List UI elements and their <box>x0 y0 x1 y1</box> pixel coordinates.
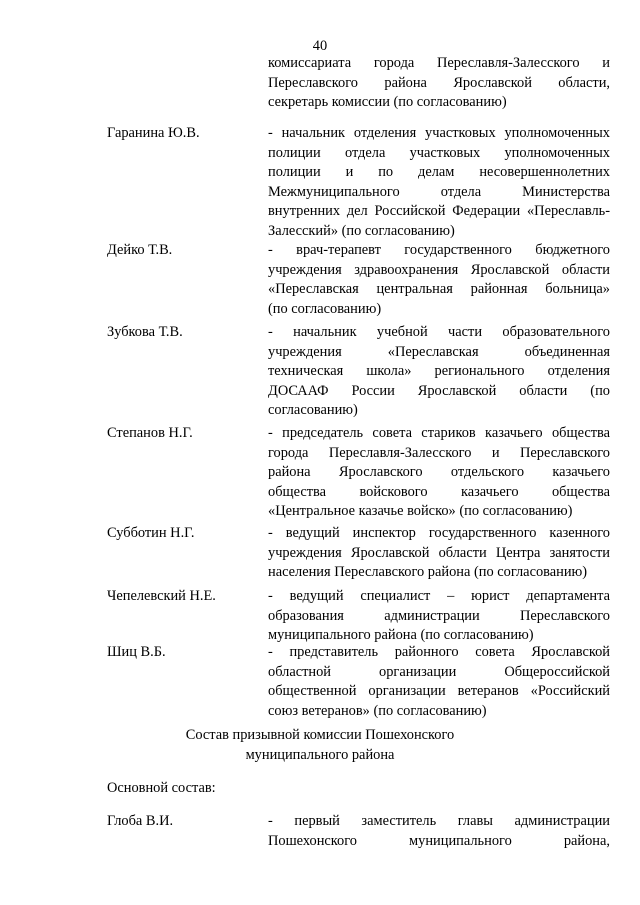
desc-line: - представитель районного совета Ярославской <box>268 644 610 660</box>
desc-line: - врач-терапевт государственного бюджетного <box>268 242 610 258</box>
section-title-line: Состав призывной комиссии Пошехонского <box>185 727 455 743</box>
member-description <box>268 812 610 851</box>
desc-line: секретарь комиссии (по согласованию) <box>268 94 507 110</box>
desc-line: «Центральное казачье войско» (по согласованию) <box>268 503 573 519</box>
member-description <box>268 424 610 522</box>
desc-line: комиссариата города Переславля-Залесского и <box>268 55 610 71</box>
desc-line: техническая школа» регионального отделения <box>268 363 610 379</box>
desc-line: согласованию) <box>268 402 358 418</box>
member-name: Чепелевский Н.Е. <box>107 588 216 604</box>
member-name: Глоба В.И. <box>107 813 174 829</box>
desc-line: учреждения «Переславская объединенная <box>268 343 610 360</box>
page-number: 40 <box>312 38 328 54</box>
desc-line: полиции отдела участковых уполномоченных <box>268 144 610 161</box>
desc-line: Межмуниципального отдела Министерства <box>268 183 610 200</box>
desc-line: населения Переславского района (по согласованию) <box>268 564 588 580</box>
member-description <box>268 241 610 319</box>
desc-line: - ведущий инспектор государственного казенного <box>268 525 610 541</box>
desc-line: Пошехонского муниципального района, <box>268 832 610 849</box>
member-description <box>268 643 610 721</box>
desc-line: (по согласованию) <box>268 300 382 317</box>
desc-line: учреждения Ярославской области Центра занятости <box>268 544 610 561</box>
continuation-description <box>268 54 610 113</box>
member-description <box>268 124 610 241</box>
desc-line: полиции и по делам несовершеннолетних <box>268 164 610 180</box>
main-composition-label: Основной состав: <box>107 780 216 796</box>
desc-line: - ведущий специалист – юрист департамента <box>268 588 610 604</box>
desc-line: ДОСААФ России Ярославской области (по <box>268 382 610 399</box>
member-name: Дейко Т.В. <box>107 242 173 258</box>
desc-line: общественной организации ветеранов «Российский <box>268 683 610 699</box>
member-description <box>268 587 610 646</box>
desc-line: образования администрации Переславского <box>268 607 610 624</box>
desc-line: Залесский» (по согласованию) <box>268 222 455 239</box>
member-description <box>268 323 610 421</box>
section-title <box>0 726 640 765</box>
desc-line: муниципального района (по согласованию) <box>268 627 534 643</box>
desc-line: - начальник отделения участковых уполномоченных <box>268 125 610 141</box>
member-name: Зубкова Т.В. <box>107 324 183 340</box>
member-name: Субботин Н.Г. <box>107 525 195 541</box>
desc-line: района Ярославского отдельского казачьего <box>268 464 610 480</box>
desc-line: областной организации Общероссийской <box>268 663 610 680</box>
desc-line: - председатель совета стариков казачьего общества <box>268 425 610 441</box>
member-description <box>268 524 610 583</box>
desc-line: Переславского района Ярославской области, <box>268 74 610 91</box>
desc-line: общества войскового казачьего общества <box>268 483 610 500</box>
member-name: Гаранина Ю.В. <box>107 125 200 141</box>
desc-line: союз ветеранов» (по согласованию) <box>268 702 487 719</box>
desc-line: - начальник учебной части образовательного <box>268 324 610 340</box>
member-name: Степанов Н.Г. <box>107 425 193 441</box>
desc-line: - первый заместитель главы администрации <box>268 813 610 829</box>
member-name: Шиц В.Б. <box>107 644 166 660</box>
section-title-line: муниципального района <box>245 746 395 763</box>
desc-line: учреждения здравоохранения Ярославской области <box>268 261 610 278</box>
desc-line: внутренних дел Российской Федерации «Переславль- <box>268 203 610 219</box>
desc-line: города Переславля-Залесского и Переславского <box>268 444 610 461</box>
desc-line: «Переславская центральная районная больница» <box>268 281 610 297</box>
